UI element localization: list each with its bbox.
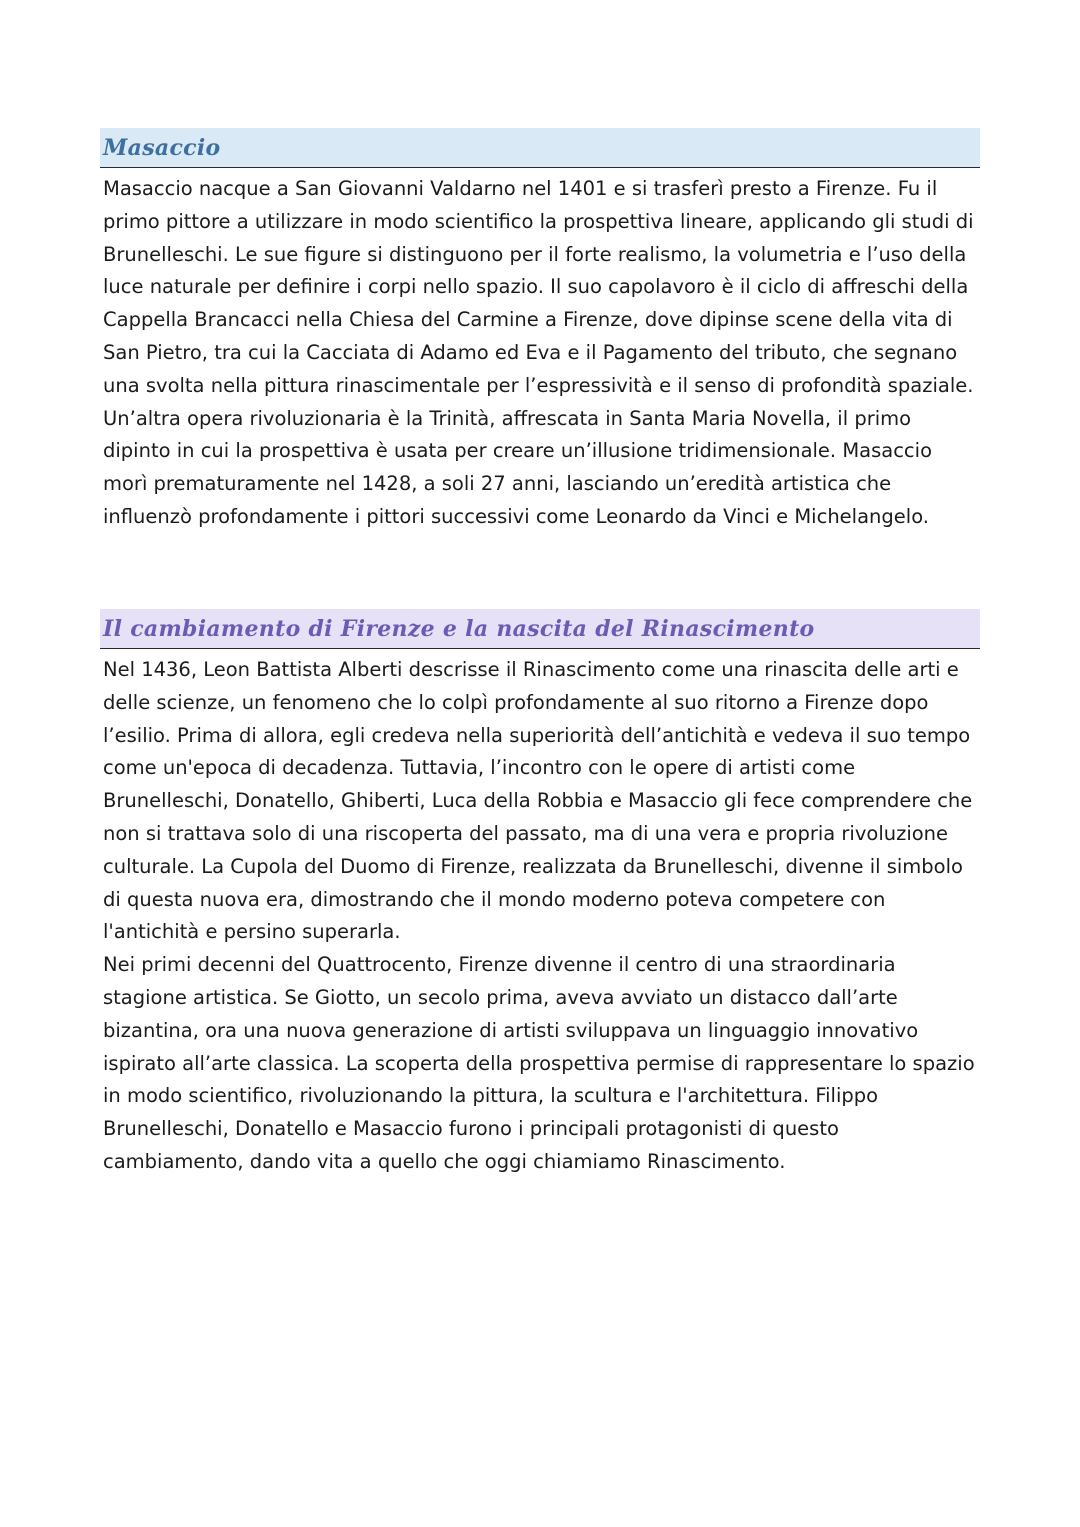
section-body — [103, 173, 980, 534]
section-title: Masaccio — [103, 134, 221, 161]
section-heading-band — [100, 609, 980, 649]
paragraph: Nei primi decenni del Quattrocento, Firenze divenne il centro di una straordinaria stagione artistica. Se Giotto, un secolo prima, aveva avviato un distacco dall’arte bizantina, ora una nuova generazione di artisti sviluppava un linguaggio innovativo ispirato all’arte classica. La scoperta della prospettiva permise di rappresentare lo spazio in modo scientifico, rivoluzionando la pittura, la scultura e l'architettura. Filippo Brunelleschi, Donatello e Masaccio furono i principali protagonisti di questo cambiamento, dando vita a quello che oggi chiamiamo Rinascimento. — [103, 953, 975, 1173]
section-body — [103, 654, 980, 1179]
section-title: Il cambiamento di Firenze e la nascita del Rinascimento — [103, 615, 815, 642]
section-rinascimento — [100, 609, 980, 1179]
section-heading-band — [100, 128, 980, 168]
section-masaccio — [100, 128, 980, 534]
paragraph: Masaccio nacque a San Giovanni Valdarno nel 1401 e si trasferì presto a Firenze. Fu il primo pittore a utilizzare in modo scientifico la prospettiva lineare, applicando gli studi di Brunelleschi. Le sue figure si distinguono per il forte realismo, la volumetria e l’uso della luce naturale per definire i corpi nello spazio. Il suo capolavoro è il ciclo di affreschi della Cappella Brancacci nella Chiesa del Carmine a Firenze, dove dipinse scene della vita di San Pietro, tra cui la Cacciata di Adamo ed Eva e il Pagamento del tributo, che segnano una svolta nella pittura rinascimentale per l’espressività e il senso di profondità spaziale. Un’altra opera rivoluzionaria è la Trinità, affrescata in Santa Maria Novella, il primo dipinto in cui la prospettiva è usata per creare un’illusione tridimensionale. Masaccio morì prematuramente nel 1428, a soli 27 anni, lasciando un’eredità artistica che influenzò profondamente i pittori successivi come Leonardo da Vinci e Michelangelo. — [103, 177, 974, 528]
paragraph: Nel 1436, Leon Battista Alberti descrisse il Rinascimento come una rinascita delle arti e delle scienze, un fenomeno che lo colpì profondamente al suo ritorno a Firenze dopo l’esilio. Prima di allora, egli credeva nella superiorità dell’antichità e vedeva il suo tempo come un'epoca di decadenza. Tuttavia, l’incontro con le opere di artisti come Brunelleschi, Donatello, Ghiberti, Luca della Robbia e Masaccio gli fece comprendere che non si trattava solo di una riscoperta del passato, ma di una vera e propria rivoluzione culturale. La Cupola del Duomo di Firenze, realizzata da Brunelleschi, divenne il simbolo di questa nuova era, dimostrando che il mondo moderno poteva competere con l'antichità e persino superarla. — [103, 658, 973, 944]
